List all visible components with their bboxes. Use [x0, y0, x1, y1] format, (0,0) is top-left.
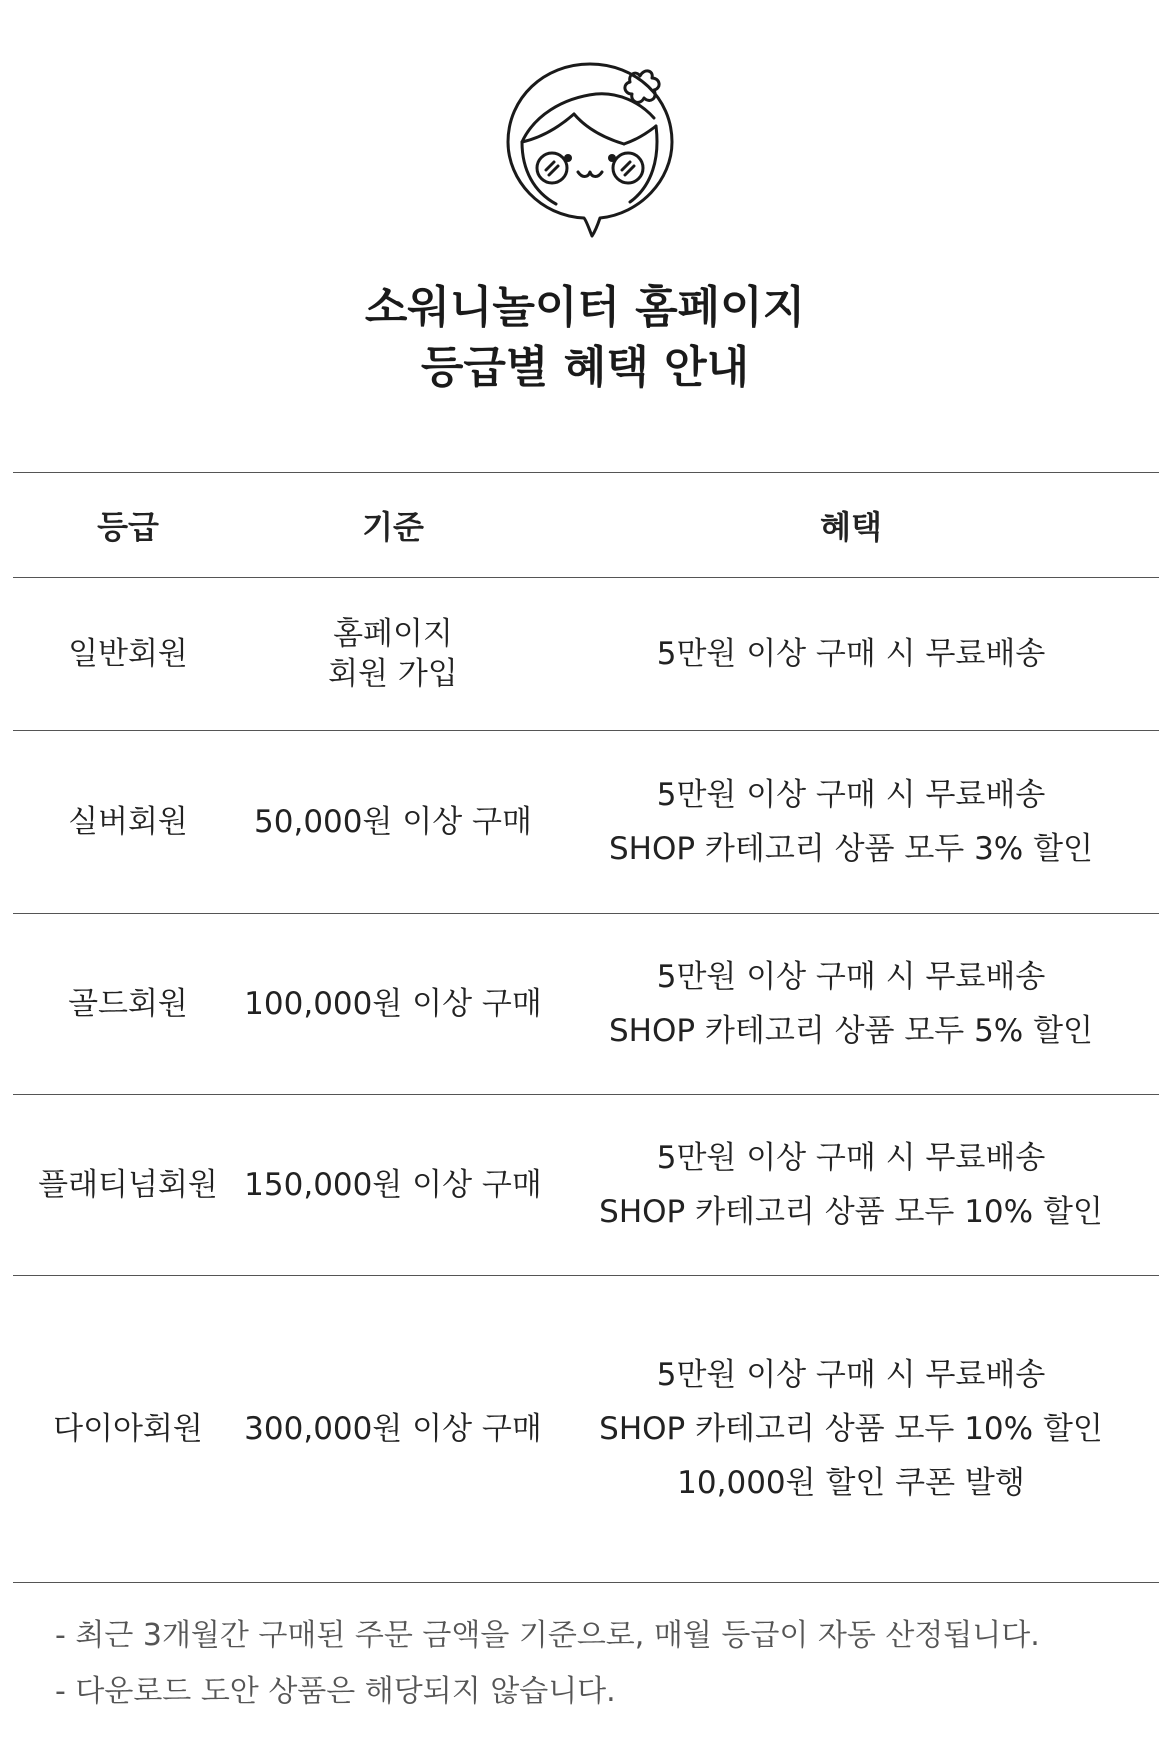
grade-benefits-table: [13, 472, 1159, 1583]
criteria-line: 50,000원 이상 구매: [254, 804, 532, 840]
table-row: [13, 578, 1159, 731]
benefit-cell: [543, 914, 1159, 1095]
benefit-line: 5만원 이상 구매 시 무료배송: [656, 636, 1046, 672]
footnote: - 다운로드 도안 상품은 해당되지 않습니다.: [55, 1674, 616, 1709]
footnote: - 최근 3개월간 구매된 주문 금액을 기준으로, 매월 등급이 자동 산정됩니다.: [55, 1618, 1040, 1653]
table-header-row: [13, 473, 1159, 578]
table-row: [13, 731, 1159, 914]
criteria-cell: [243, 1276, 543, 1583]
title-line-1: 소워니놀이터 홈페이지: [364, 282, 806, 333]
benefit-line: 10,000원 할인 쿠폰 발행: [677, 1465, 1025, 1501]
criteria-line: 150,000원 이상 구매: [244, 1167, 542, 1203]
header-criteria: 기준: [243, 473, 543, 578]
benefit-line: SHOP 카테고리 상품 모두 10% 할인: [599, 1411, 1103, 1447]
footnotes: [55, 1608, 1040, 1720]
criteria-line: 회원 가입: [328, 656, 458, 692]
criteria-cell: [243, 914, 543, 1095]
benefit-line: SHOP 카테고리 상품 모두 3% 할인: [609, 831, 1093, 867]
benefit-line: 5만원 이상 구매 시 무료배송: [656, 959, 1046, 995]
benefit-cell: [543, 1276, 1159, 1583]
grade-cell: 플래티넘회원: [13, 1095, 243, 1276]
benefit-line: 5만원 이상 구매 시 무료배송: [656, 1140, 1046, 1176]
criteria-line: 300,000원 이상 구매: [244, 1411, 542, 1447]
criteria-cell: [243, 1095, 543, 1276]
table-row: [13, 1095, 1159, 1276]
table-row: [13, 1276, 1159, 1583]
header-benefit: 혜택: [543, 473, 1159, 578]
header-grade: 등급: [13, 473, 243, 578]
grade-cell: 골드회원: [13, 914, 243, 1095]
benefit-cell: [543, 578, 1159, 731]
criteria-cell: [243, 731, 543, 914]
table-row: [13, 914, 1159, 1095]
benefit-line: 5만원 이상 구매 시 무료배송: [656, 777, 1046, 813]
grade-cell: 일반회원: [13, 578, 243, 731]
benefit-cell: [543, 1095, 1159, 1276]
brand-character-logo: [500, 58, 680, 248]
benefit-line: SHOP 카테고리 상품 모두 5% 할인: [609, 1013, 1093, 1049]
page-title: [0, 278, 1170, 398]
benefit-cell: [543, 731, 1159, 914]
benefit-line: SHOP 카테고리 상품 모두 10% 할인: [599, 1194, 1103, 1230]
grade-cell: 실버회원: [13, 731, 243, 914]
title-line-2: 등급별 혜택 안내: [420, 342, 750, 393]
benefit-line: 5만원 이상 구매 시 무료배송: [656, 1357, 1046, 1393]
criteria-line: 100,000원 이상 구매: [244, 986, 542, 1022]
criteria-line: 홈페이지: [333, 616, 453, 652]
criteria-cell: [243, 578, 543, 731]
grade-cell: 다이아회원: [13, 1276, 243, 1583]
